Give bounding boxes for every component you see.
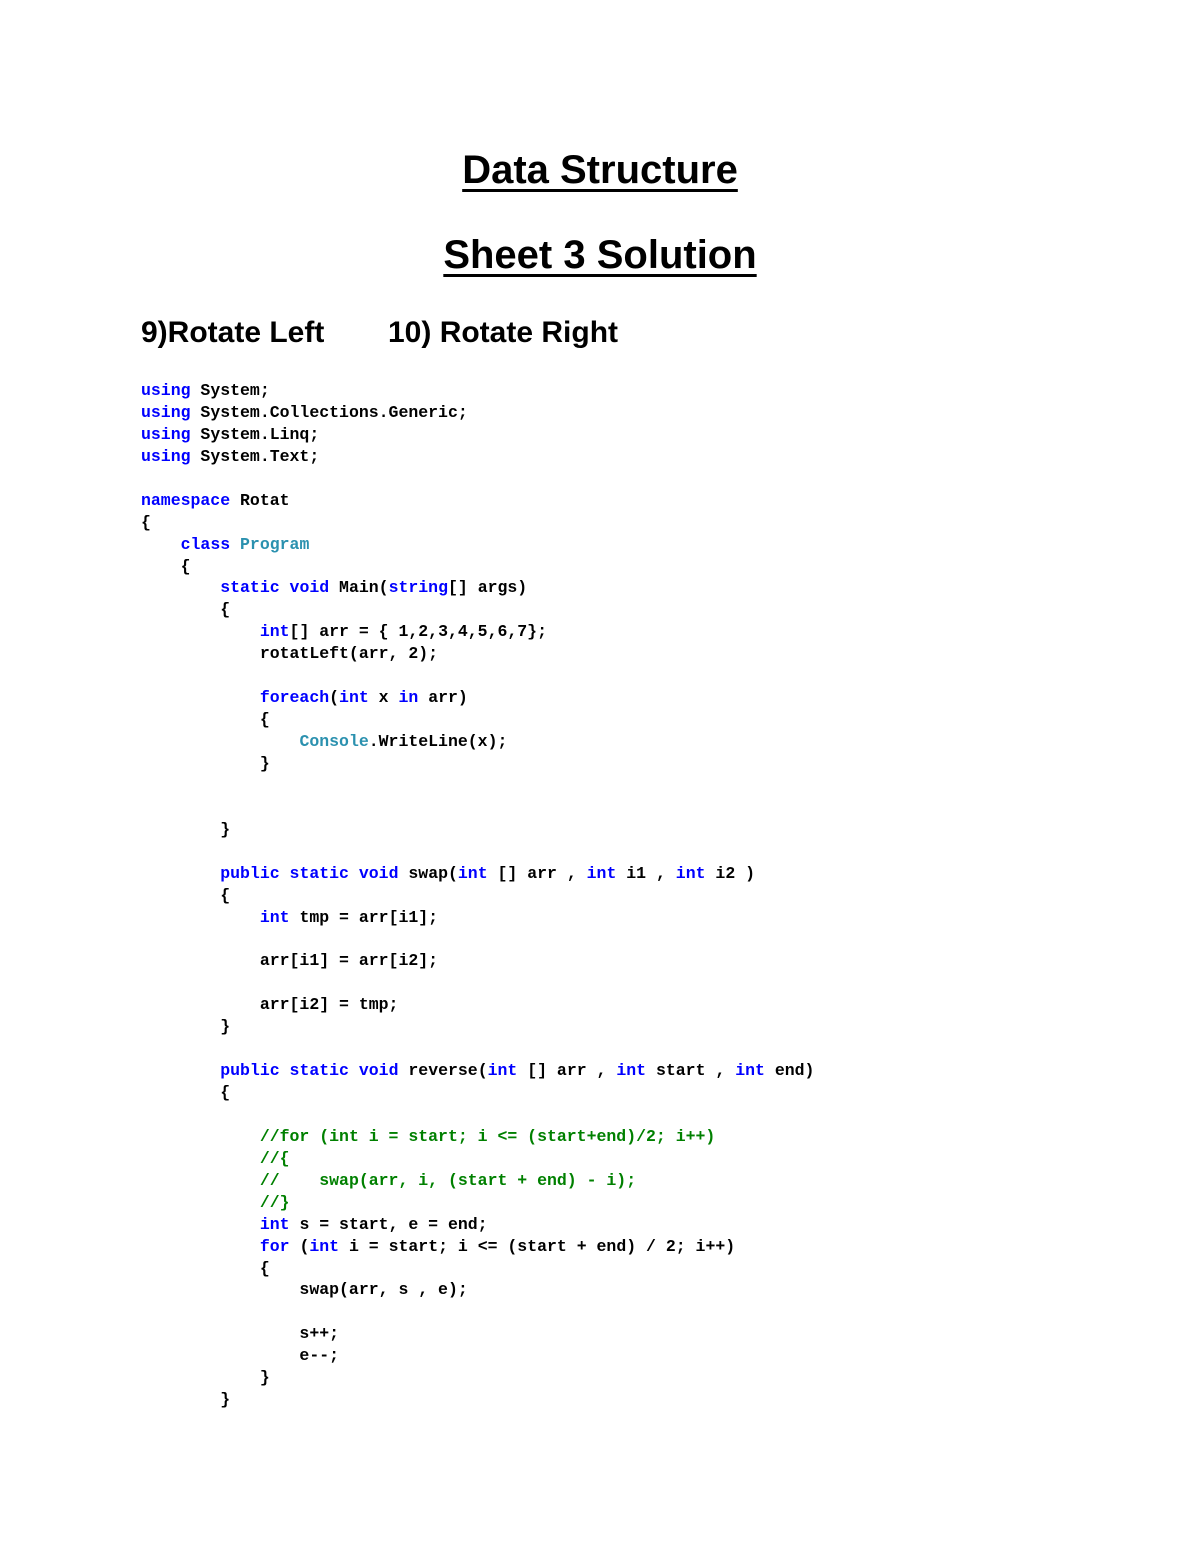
code-line <box>141 1236 814 1258</box>
document-subtitle: Sheet 3 Solution <box>443 233 757 277</box>
code-text: i2 ) <box>705 863 756 883</box>
code-keyword: int <box>339 688 369 708</box>
code-comment: //} <box>259 1192 290 1212</box>
code-line <box>141 1082 814 1104</box>
code-line <box>141 1301 814 1323</box>
code-text <box>141 1149 260 1168</box>
code-line <box>141 928 814 950</box>
heading-rotate-left: 9)Rotate Left <box>141 316 325 349</box>
code-keyword: void <box>289 578 330 598</box>
code-keyword: int <box>616 1061 647 1081</box>
code-text <box>280 1061 290 1080</box>
code-text: ( <box>289 1236 310 1256</box>
code-text: { <box>141 1258 270 1278</box>
code-text <box>141 578 220 597</box>
code-keyword: using <box>141 402 191 422</box>
document-title: Data Structure <box>462 148 738 192</box>
code-line <box>141 1389 814 1411</box>
code-comment: //for (int i = start; i <= (start+end)/2; i++) <box>259 1126 716 1146</box>
code-text <box>141 1237 260 1256</box>
code-line <box>141 841 814 863</box>
code-text: { <box>141 556 191 576</box>
code-line <box>141 907 814 929</box>
code-line <box>141 380 814 402</box>
code-text: Rotat <box>230 490 290 510</box>
code-text: arr[i2] = tmp; <box>141 995 399 1015</box>
code-text: swap( <box>398 863 458 883</box>
code-line <box>141 1148 814 1170</box>
code-block <box>141 380 814 1411</box>
code-line <box>141 1345 814 1367</box>
code-keyword: in <box>398 688 419 708</box>
code-line <box>141 1258 814 1280</box>
code-text: start , <box>646 1061 736 1081</box>
code-text: x <box>368 688 399 708</box>
code-line <box>141 797 814 819</box>
code-keyword: public <box>220 1061 280 1081</box>
code-line <box>141 1323 814 1345</box>
code-line <box>141 1192 814 1214</box>
code-line <box>141 972 814 994</box>
code-line <box>141 863 814 885</box>
code-keyword: int <box>309 1236 340 1256</box>
code-text <box>141 1215 260 1234</box>
code-text: .WriteLine(x); <box>368 732 508 751</box>
code-keyword: int <box>487 1061 518 1081</box>
code-keyword: static <box>289 863 349 883</box>
code-keyword: for <box>259 1236 290 1256</box>
code-text: } <box>141 1390 231 1410</box>
code-keyword: namespace <box>141 490 231 510</box>
code-text: s++; <box>141 1324 340 1344</box>
code-text: [] arr , <box>517 1061 617 1081</box>
code-text: end) <box>764 1061 815 1081</box>
code-keyword: int <box>259 907 290 927</box>
code-text: System.Linq; <box>190 424 320 444</box>
code-text: i = start; i <= (start + end) / 2; i++) <box>339 1236 736 1256</box>
code-text: rotatLeft(arr, 2); <box>141 644 439 664</box>
code-line <box>141 1016 814 1038</box>
code-keyword: public <box>220 863 280 883</box>
code-line <box>141 1104 814 1126</box>
code-text: } <box>141 819 231 839</box>
code-comment: //{ <box>259 1148 290 1168</box>
code-keyword: using <box>141 446 191 466</box>
code-keyword: int <box>586 863 617 883</box>
code-keyword: void <box>358 863 399 883</box>
code-line <box>141 1038 814 1060</box>
code-line <box>141 1126 814 1148</box>
code-line <box>141 490 814 512</box>
code-text: arr[i1] = arr[i2]; <box>141 951 439 971</box>
code-keyword: class <box>180 534 231 554</box>
code-text: ( <box>329 688 340 708</box>
code-line <box>141 468 814 490</box>
code-text <box>141 1061 220 1080</box>
code-text <box>141 535 181 554</box>
code-line <box>141 577 814 599</box>
code-line <box>141 512 814 534</box>
code-text: { <box>141 512 151 532</box>
code-text: System.Text; <box>190 446 320 466</box>
code-line <box>141 1214 814 1236</box>
code-line <box>141 424 814 446</box>
code-keyword: static <box>220 578 280 598</box>
code-line <box>141 402 814 424</box>
code-text: s = start, e = end; <box>289 1214 488 1234</box>
code-line <box>141 446 814 468</box>
code-text: { <box>141 710 270 730</box>
code-line <box>141 621 814 643</box>
code-text <box>280 864 290 883</box>
code-line <box>141 1060 814 1082</box>
code-keyword: foreach <box>259 688 330 708</box>
code-line <box>141 731 814 753</box>
code-text: System.Collections.Generic; <box>190 402 468 422</box>
code-keyword: using <box>141 381 191 400</box>
code-text <box>141 1193 260 1212</box>
code-text <box>141 1171 260 1190</box>
code-text: } <box>141 1368 270 1388</box>
code-text <box>280 578 290 597</box>
code-keyword: static <box>289 1061 349 1081</box>
code-text: } <box>141 753 270 773</box>
code-line <box>141 534 814 556</box>
code-line <box>141 753 814 775</box>
code-line <box>141 994 814 1016</box>
code-text <box>349 864 359 883</box>
code-text: Main( <box>329 578 389 598</box>
code-keyword: int <box>259 1214 290 1234</box>
code-text <box>230 535 240 554</box>
code-line <box>141 775 814 797</box>
code-keyword: int <box>259 622 290 642</box>
code-line <box>141 665 814 687</box>
code-text: { <box>141 885 231 905</box>
code-line <box>141 709 814 731</box>
code-keyword: string <box>388 578 448 598</box>
code-keyword: int <box>675 863 706 883</box>
code-text: { <box>141 600 231 620</box>
code-keyword: int <box>735 1061 765 1081</box>
code-text <box>141 908 260 927</box>
code-keyword: void <box>358 1061 399 1081</box>
code-text: tmp = arr[i1]; <box>289 907 439 927</box>
code-text <box>141 688 260 707</box>
code-line <box>141 1279 814 1301</box>
code-line <box>141 556 814 578</box>
code-text: } <box>141 1017 231 1037</box>
code-text: i1 , <box>616 863 676 883</box>
code-text: swap(arr, s , e); <box>141 1280 468 1300</box>
code-text <box>141 1127 260 1146</box>
code-line <box>141 1170 814 1192</box>
code-text <box>141 732 299 751</box>
code-line <box>141 643 814 665</box>
code-text: [] args) <box>448 578 528 598</box>
code-text: { <box>141 1083 231 1102</box>
code-text: arr) <box>418 688 468 708</box>
code-keyword: using <box>141 424 191 444</box>
code-line <box>141 1367 814 1389</box>
code-text: e--; <box>141 1346 340 1366</box>
code-text <box>141 622 260 641</box>
code-text: [] arr , <box>487 863 587 883</box>
code-line <box>141 687 814 709</box>
heading-rotate-right: 10) Rotate Right <box>388 316 619 349</box>
code-text: [] arr = { 1,2,3,4,5,6,7}; <box>289 622 547 642</box>
code-text: reverse( <box>398 1061 488 1081</box>
code-line <box>141 885 814 907</box>
code-type: Console <box>299 732 369 751</box>
code-line <box>141 819 814 841</box>
code-line <box>141 950 814 972</box>
code-text <box>349 1061 359 1080</box>
code-keyword: int <box>457 863 488 883</box>
code-text <box>141 864 220 883</box>
code-type: Program <box>240 534 310 554</box>
code-text: System; <box>190 381 270 400</box>
code-line <box>141 599 814 621</box>
code-comment: // swap(arr, i, (start + end) - i); <box>259 1170 637 1190</box>
